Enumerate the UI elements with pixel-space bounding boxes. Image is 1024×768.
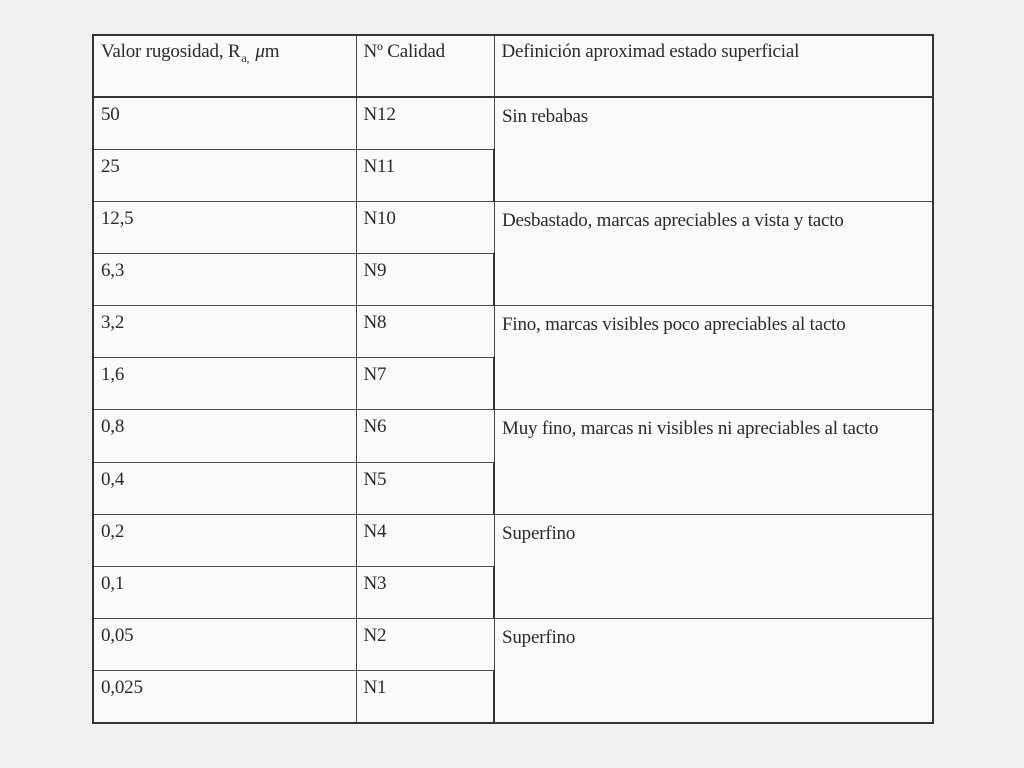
roughness-value-cell: 0,05: [93, 619, 356, 671]
table-row: [93, 619, 933, 671]
quality-cell: N2: [356, 619, 494, 671]
roughness-value-cell: 50: [93, 97, 356, 149]
quality-cell: N4: [356, 514, 494, 566]
quality-cell: N11: [356, 149, 494, 201]
quality-cell: N3: [356, 566, 494, 618]
header-quality-number: Nº Calidad: [356, 35, 494, 97]
roughness-value-cell: 0,8: [93, 410, 356, 462]
header-surface-definition: Definición aproximad estado superficial: [494, 35, 933, 97]
surface-definition-cell: Fino, marcas visibles poco apreciables al tacto: [494, 306, 933, 410]
quality-cell: N9: [356, 253, 494, 305]
roughness-value-cell: 0,1: [93, 566, 356, 618]
surface-definition-cell: Muy fino, marcas ni visibles ni apreciables al tacto: [494, 410, 933, 514]
surface-definition-cell: Superfino: [494, 619, 933, 723]
micro-symbol: μ: [255, 41, 265, 62]
roughness-value-cell: 0,4: [93, 462, 356, 514]
roughness-value-cell: 3,2: [93, 306, 356, 358]
roughness-value-cell: 25: [93, 149, 356, 201]
table-row: [93, 410, 933, 462]
quality-cell: N5: [356, 462, 494, 514]
table-row: [93, 201, 933, 253]
surface-definition-cell: Superfino: [494, 514, 933, 618]
roughness-value-cell: 0,2: [93, 514, 356, 566]
table-row: [93, 514, 933, 566]
quality-cell: N1: [356, 671, 494, 723]
quality-cell: N10: [356, 201, 494, 253]
ra-subscript: a,: [241, 51, 250, 65]
header-roughness-value: Valor rugosidad, $R_{a,}$ μm: [93, 35, 356, 97]
header-row: [93, 35, 933, 97]
table-row: [93, 97, 933, 149]
roughness-value-cell: 1,6: [93, 358, 356, 410]
roughness-table: [92, 34, 934, 724]
quality-cell: N12: [356, 97, 494, 149]
roughness-value-cell: 0,025: [93, 671, 356, 723]
quality-cell: N7: [356, 358, 494, 410]
roughness-value-cell: 6,3: [93, 253, 356, 305]
surface-definition-cell: Sin rebabas: [494, 97, 933, 201]
quality-cell: N6: [356, 410, 494, 462]
table-row: [93, 306, 933, 358]
quality-cell: N8: [356, 306, 494, 358]
roughness-value-cell: 12,5: [93, 201, 356, 253]
surface-definition-cell: Desbastado, marcas apreciables a vista y tacto: [494, 201, 933, 305]
